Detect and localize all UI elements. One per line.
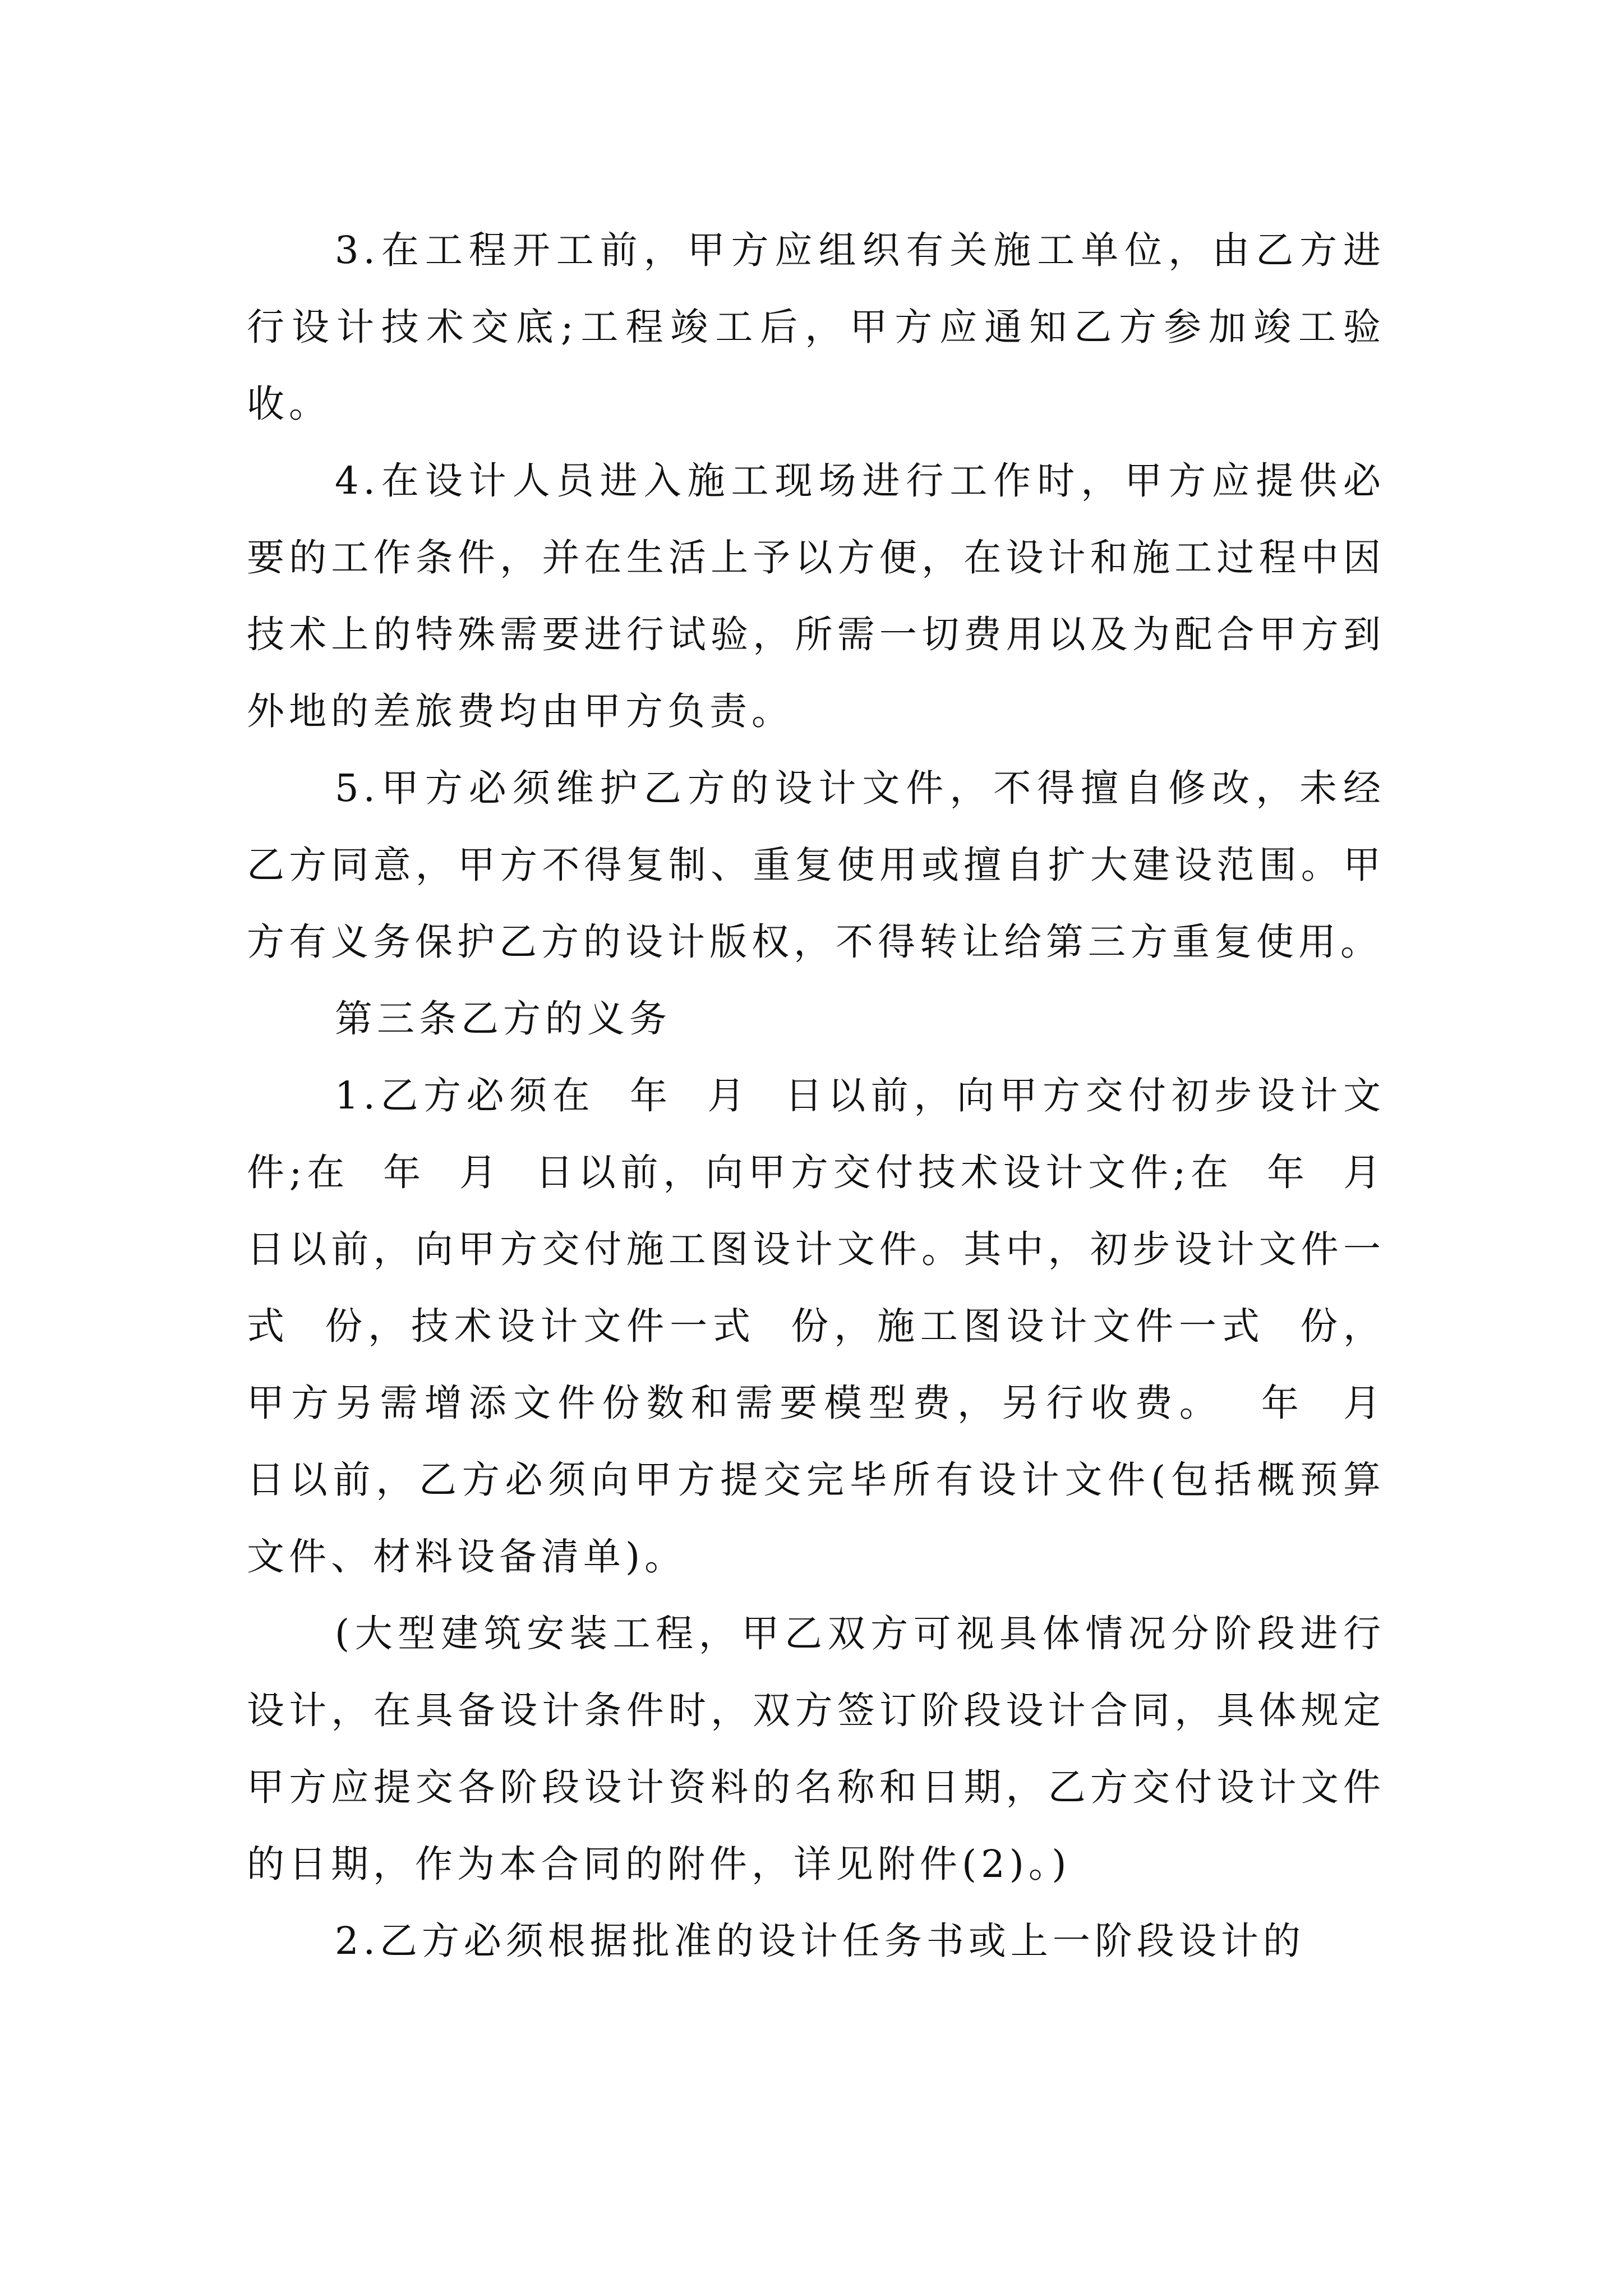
section-heading-article-3: 第三条乙方的义务 <box>335 997 671 1041</box>
paragraph-obligation-2: 2.乙方必须根据批准的设计任务书或上一阶段设计的 <box>335 1919 1305 1963</box>
paragraph-clause-4: 4.在设计人员进入施工现场进行工作时，甲方应提供必要的工作条件，并在生活上予以方便，在设计和施工过程中因技术上的特殊需要进行试验，所需一切费用以及为配合甲方到外地的差旅费均由甲方负责。 <box>247 459 1385 733</box>
document-body <box>247 212 1418 1980</box>
paragraph-note: (大型建筑安装工程，甲乙双方可视具体情况分阶段进行设计，在具备设计条件时，双方签订阶段设计合同，具体规定甲方应提交各阶段设计资料的名称和日期，乙方交付设计文件的日期，作为本合同的附件，详见附件(2)。) <box>247 1612 1385 1886</box>
paragraph-clause-5: 5.甲方必须维护乙方的设计文件，不得擅自修改，未经乙方同意，甲方不得复制、重复使用或擅自扩大建设范围。甲方有义务保护乙方的设计版权，不得转让给第三方重复使用。 <box>247 766 1385 964</box>
paragraph-obligation-1: 1.乙方必须在 年 月 日以前，向甲方交付初步设计文件;在 年 月 日以前，向甲方交付技术设计文件;在 年 月 日以前，向甲方交付施工图设计文件。其中，初步设计文件一式 份，技术设计文件一式 份，施工图设计文件一式 份，甲方另需增添文件份数和需要模型费，另行收费。 年 月 日以前，乙方必须向甲方提交完毕所有设计文件(包括概预算文件、材料设备清单)。 <box>247 1074 1418 1579</box>
paragraph-clause-3: 3.在工程开工前，甲方应组织有关施工单位，由乙方进行设计技术交底;工程竣工后，甲方应通知乙方参加竣工验收。 <box>247 228 1385 426</box>
